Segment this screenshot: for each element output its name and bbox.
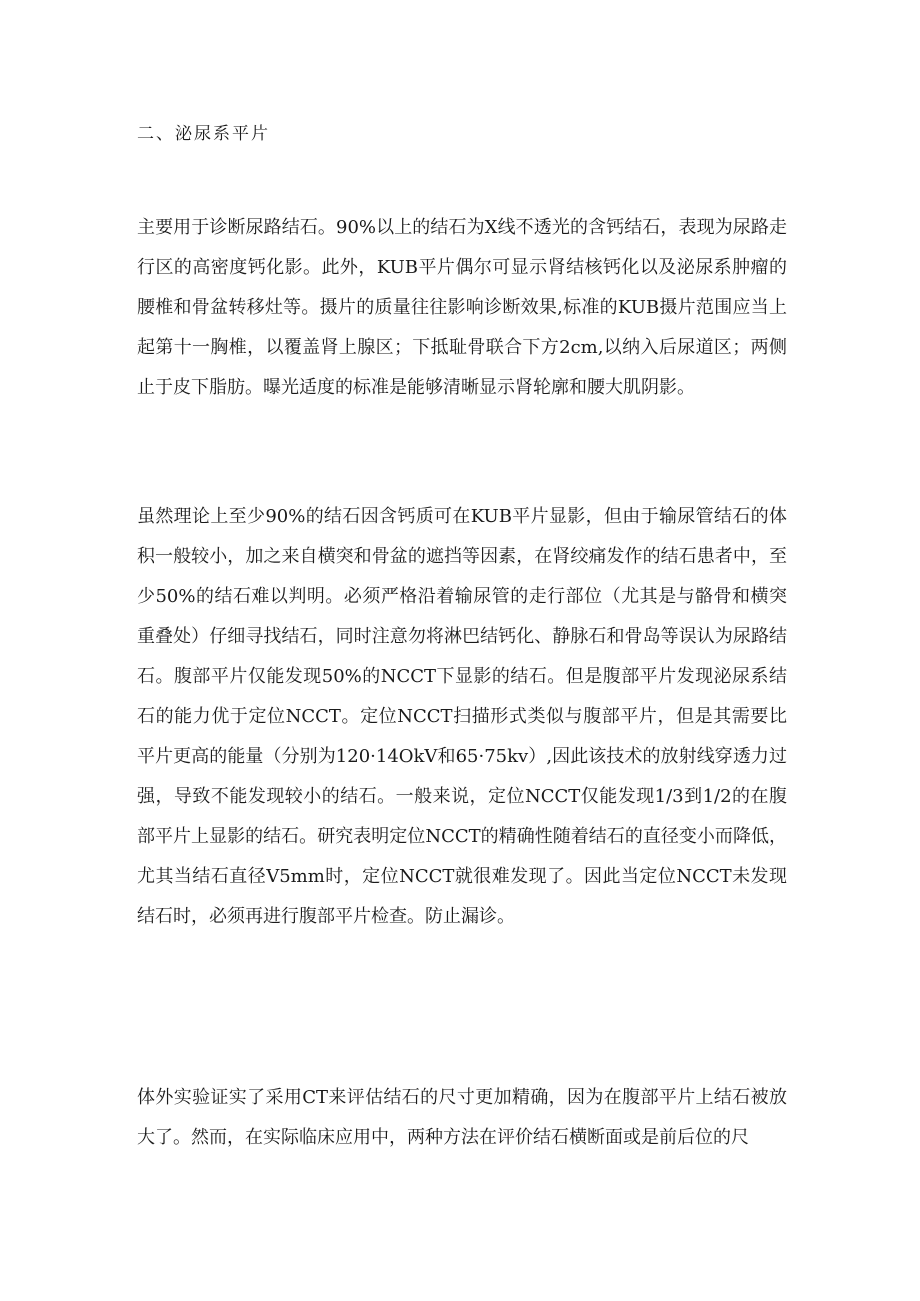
- paragraph-ct-measurement: 体外实验证实了采用CT来评估结石的尺寸更加精确，因为在腹部平片上结石被放大了。然而，在实际临床应用中，两种方法在评价结石横断面或是前后位的尺: [137, 1087, 787, 1148]
- section-heading: 二、泌尿系平片: [137, 124, 270, 144]
- paragraph-stone-detection: 虽然理论上至少90%的结石因含钙质可在KUB平片显影，但由于输尿管结石的体积一般较小，加之来自横突和骨盆的遮挡等因素，在肾绞痛发作的结石患者中，至少50%的结石难以判明。必须严格沿着输尿管的走行部位（尤其是与骼骨和横突重叠处）仔细寻找结石，同时注意勿将淋巴结钙化、静脉石和骨岛等误认为尿路结石。腹部平片仅能发现50%的NCCT下显影的结石。但是腹部平片发现泌尿系结石的能力优于定位NCCT。定位NCCT扫描形式类似与腹部平片，但是其需要比平片更高的能量（分别为120·14OkV和65·75kv）,因此该技术的放射线穿透力过强，导致不能发现较小的结石。一般来说，定位NCCT仅能发现1/3到1/2的在腹部平片上显影的结石。研究表明定位NCCT的精确性随着结石的直径变小而降低，尤其当结石直径V5mm时，定位NCCT就很难发现了。因此当定位NCCT未发现结石时，必须再进行腹部平片检查。防止漏诊。: [137, 506, 787, 927]
- paragraph-kub-diagnosis: 主要用于诊断尿路结石。90%以上的结石为X线不透光的含钙结石，表现为尿路走行区的高密度钙化影。此外，KUB平片偶尔可显示肾结核钙化以及泌尿系肿瘤的腰椎和骨盆转移灶等。摄片的质量往往影响诊断效果,标准的KUB摄片范围应当上起第十一胸椎，以覆盖肾上腺区；下抵耻骨联合下方2cm,以纳入后尿道区；两侧止于皮下脂肪。曝光适度的标准是能够清晰显示肾轮廓和腰大肌阴影。: [137, 217, 787, 398]
